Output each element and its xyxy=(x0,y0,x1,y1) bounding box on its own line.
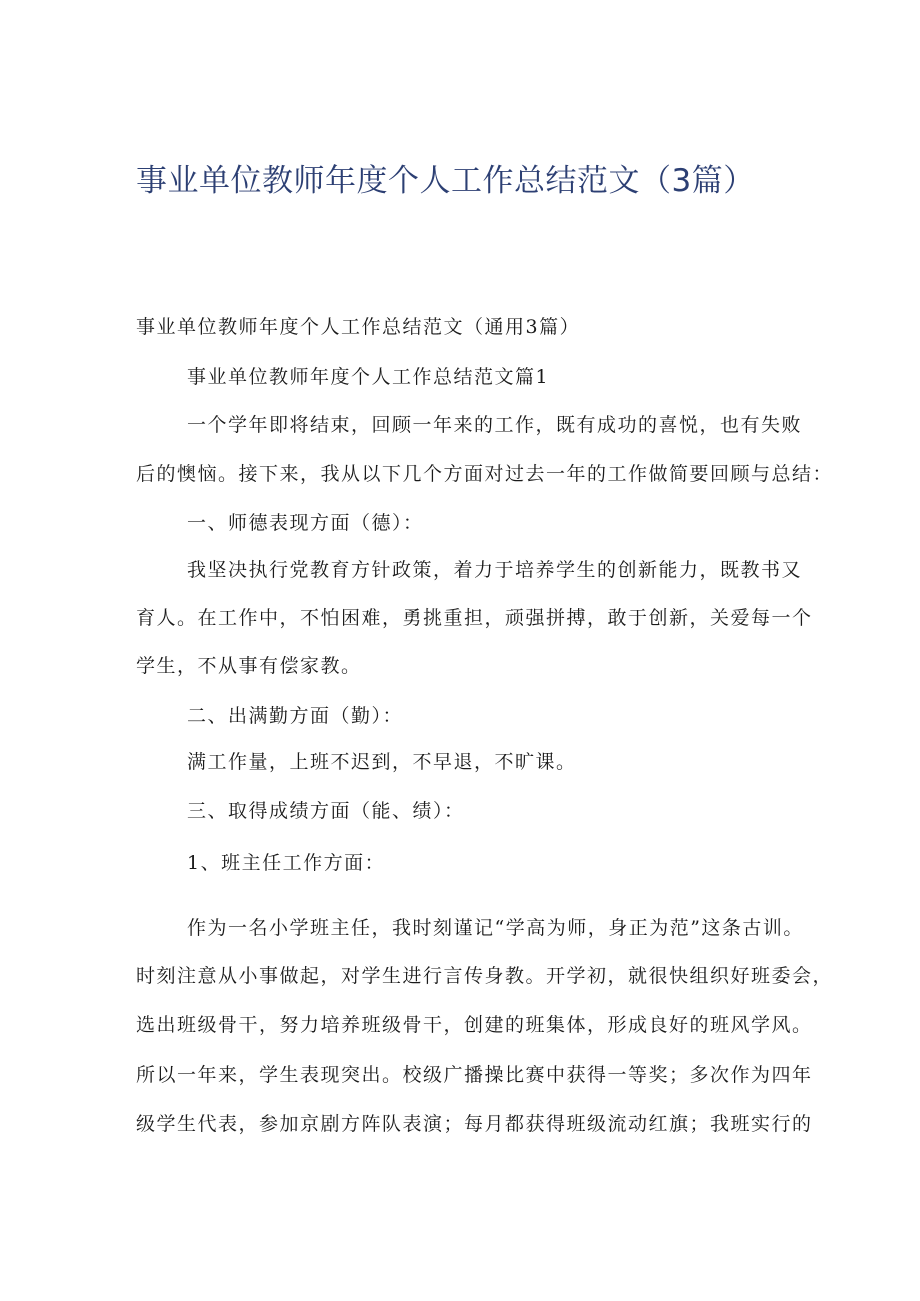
paragraph-line: 作为一名小学班主任，我时刻谨记“学高为师，身正为范”这条古训。 xyxy=(187,917,804,939)
paragraph-line: 选出班级骨干，努力培养班级骨干，创建的班集体，形成良好的班风学风。 xyxy=(136,1014,813,1036)
subheading-line: 1、班主任工作方面： xyxy=(187,852,386,874)
paragraph-line: 时刻注意从小事做起，对学生进行言传身教。开学初，就很快组织好班委会， xyxy=(136,965,834,987)
document-title: 事业单位教师年度个人工作总结范文（3篇） xyxy=(136,163,755,199)
paragraph-line: 级学生代表，参加京剧方阵队表演；每月都获得班级流动红旗；我班实行的 xyxy=(136,1113,813,1135)
subtitle-line: 事业单位教师年度个人工作总结范文（通用3篇） xyxy=(136,316,581,338)
paragraph-line: 我坚决执行党教育方针政策，着力于培养学生的创新能力，既教书又 xyxy=(187,559,803,581)
subheading-line: 一、师德表现方面（德）： xyxy=(187,512,424,534)
paragraph-line: 育人。在工作中，不怕困难，勇挑重担，顽强拼搏，敢于创新，关爱每一个 xyxy=(136,607,813,629)
subheading-line: 三、取得成绩方面（能、绩）： xyxy=(187,800,465,822)
paragraph-line: 一个学年即将结束，回顾一年来的工作，既有成功的喜悦，也有失败 xyxy=(187,414,803,436)
section-heading-1: 事业单位教师年度个人工作总结范文篇1 xyxy=(187,366,550,388)
paragraph-line: 满工作量，上班不迟到，不早退，不旷课。 xyxy=(187,751,577,773)
subheading-line: 二、出满勤方面（勤）： xyxy=(187,705,404,727)
paragraph-line: 后的懊恼。接下来，我从以下几个方面对过去一年的工作做简要回顾与总结： xyxy=(136,463,834,485)
paragraph-line: 所以一年来，学生表现突出。校级广播操比赛中获得一等奖；多次作为四年 xyxy=(136,1064,813,1086)
paragraph-line: 学生，不从事有偿家教。 xyxy=(136,655,362,677)
